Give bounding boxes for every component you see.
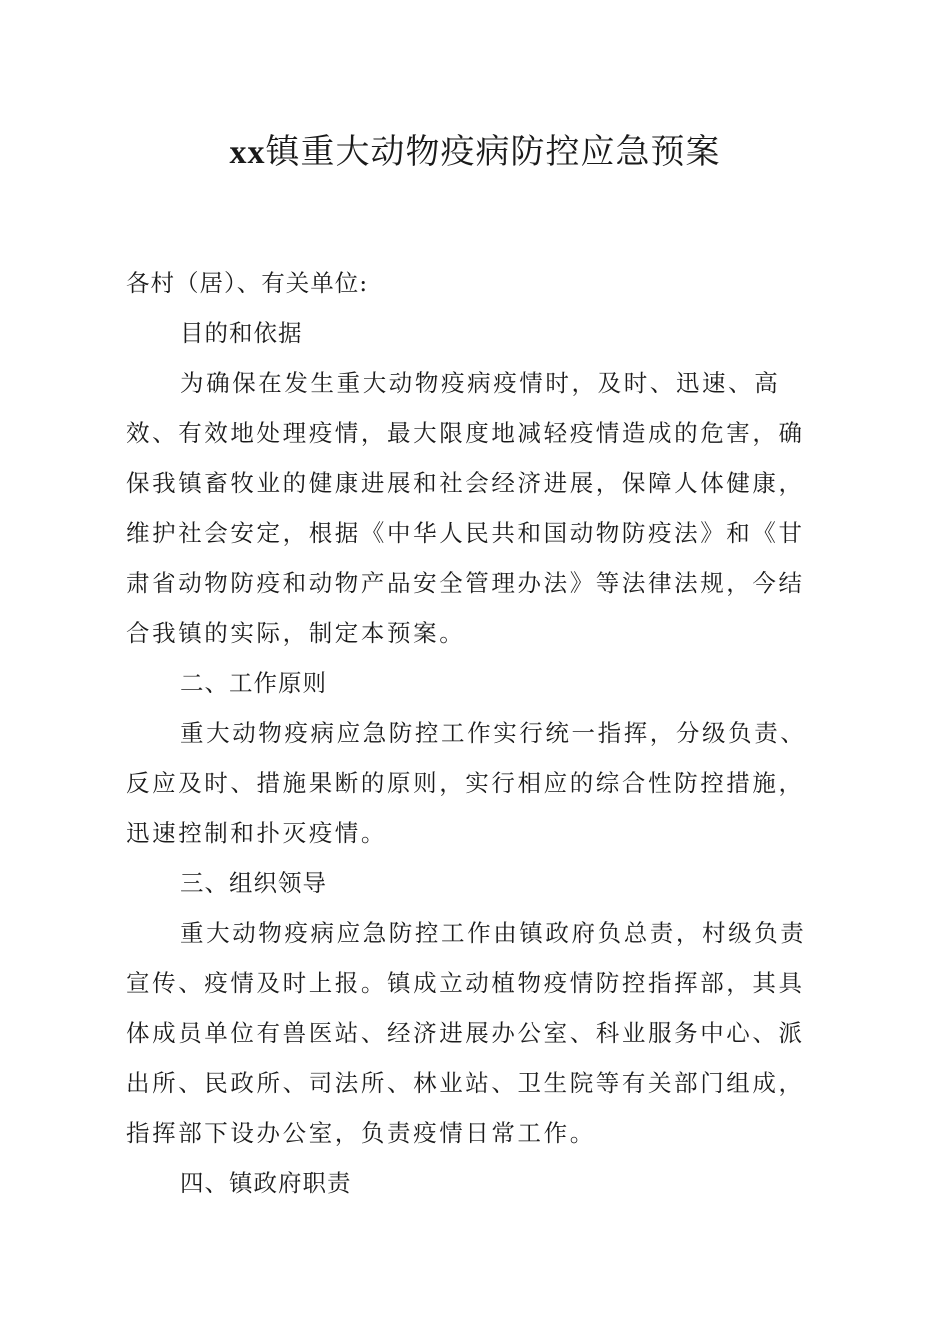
paragraph-principles: 重大动物疫病应急防控工作实行统一指挥，分级负责、反应及时、措施果断的原则，实行相应的综合性防控措施，迅速控制和扑灭疫情。 [126,719,807,847]
document-title [0,126,950,179]
paragraph-purpose: 为确保在发生重大动物疫病疫情时，及时、迅速、高效、有效地处理疫情，最大限度地减轻疫情造成的危害，确保我镇畜牧业的健康进展和社会经济进展，保障人体健康，维护社会安定，根据《中华人民共和国动物防疫法》和《甘肃省动物防疫和动物产品安全管理办法》等法律法规，今结合我镇的实际，制定本预案。 [126,369,805,647]
document-body [126,258,826,1208]
section-heading-purpose: 目的和依据 [180,319,303,347]
title-text: 镇重大动物疫病防控应急预案 [265,132,721,172]
paragraph-leadership: 重大动物疫病应急防控工作由镇政府负总责，村级负责宣传、疫情及时上报。镇成立动植物疫情防控指挥部，其具体成员单位有兽医站、经济进展办公室、科业服务中心、派出所、民政所、司法所、林业站、卫生院等有关部门组成，指挥部下设办公室，负责疫情日常工作。 [126,919,807,1147]
salutation: 各村（居）、有关单位: [126,269,369,297]
section-heading-duties: 四、镇政府职责 [180,1169,352,1197]
section-heading-leadership: 三、组织领导 [180,869,327,897]
section-heading-principles: 二、工作原则 [180,669,327,697]
title-prefix: xx [229,134,266,171]
